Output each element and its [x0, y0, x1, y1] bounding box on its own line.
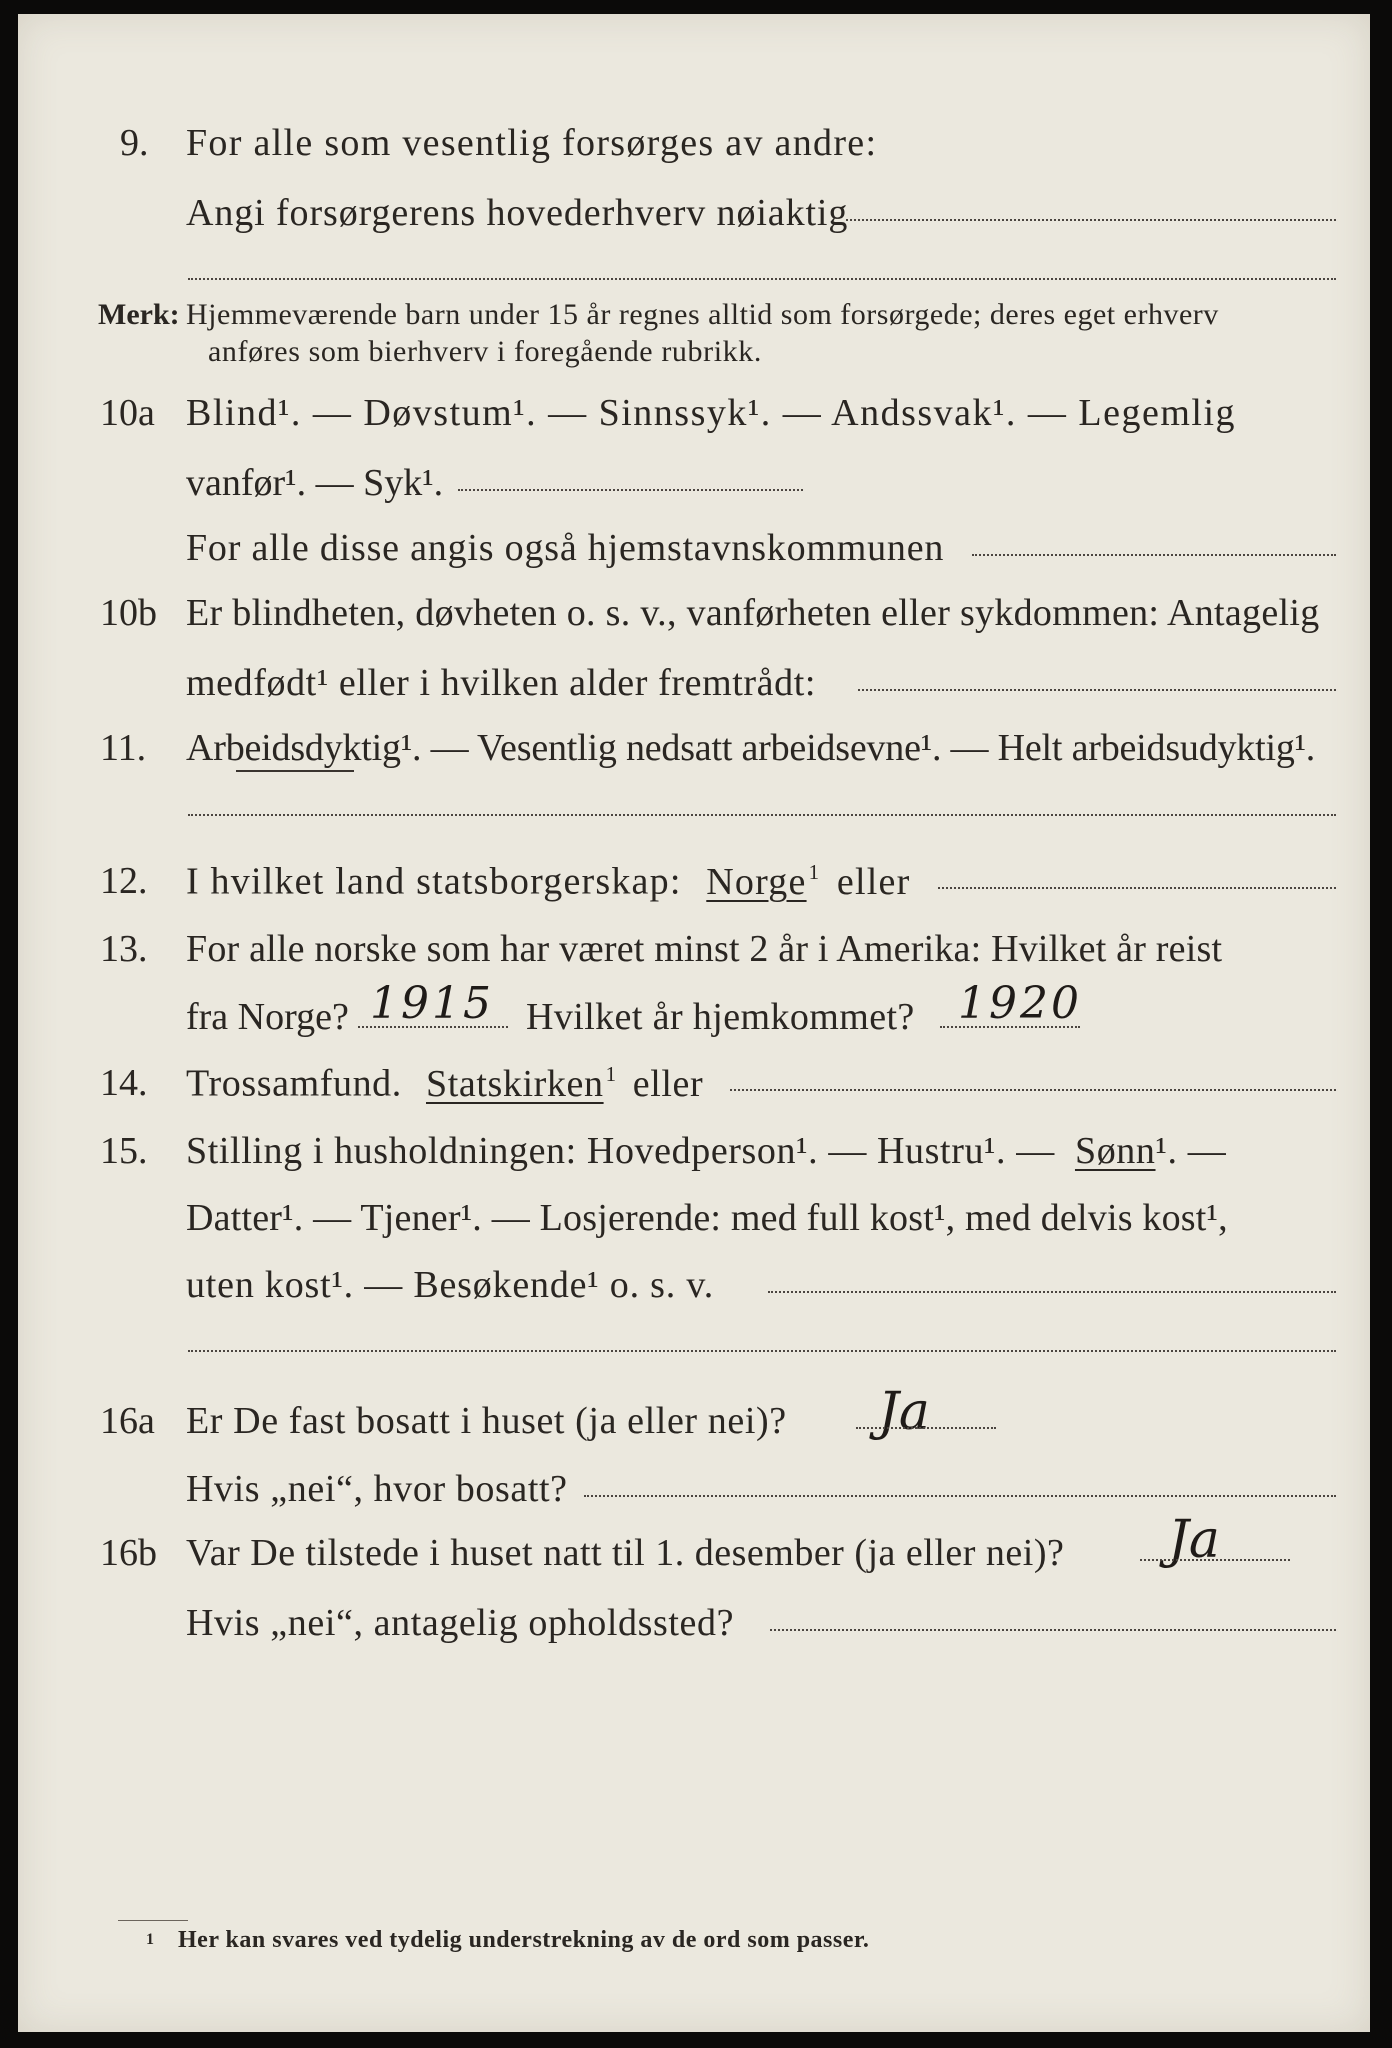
question-14-text: Trossamfund. Statskirken$^1$ eller — [186, 1062, 704, 1105]
merk-label: Merk: — [98, 298, 180, 331]
answer-line-16a-bosatt[interactable] — [584, 1495, 1336, 1497]
answer-line-15b[interactable] — [188, 1350, 1336, 1352]
answer-fast-bosatt[interactable]: Ja — [878, 1382, 930, 1442]
question-15-line3: uten kost¹. — Besøkende¹ o. s. v. — [186, 1264, 715, 1306]
question-13-number: 13. — [100, 928, 148, 970]
question-10b-line1: Er blindheten, døvheten o. s. v., vanførheten eller sykdommen: Antagelig — [186, 592, 1320, 634]
question-12-text: I hvilket land statsborgerskap: Norge$^1$ eller — [186, 860, 911, 903]
answer-line-9b[interactable] — [188, 278, 1336, 280]
answer-line-16a[interactable] — [856, 1427, 996, 1429]
question-16a-number: 16a — [100, 1400, 155, 1442]
answer-line-13b[interactable] — [940, 1026, 1080, 1028]
question-9-line1: For alle som vesentlig forsørges av andre: — [186, 122, 878, 164]
merk-line2: anføres som bierhverv i foregående rubrikk. — [208, 335, 762, 368]
question-10b-number: 10b — [100, 592, 157, 634]
question-16b-line1: Var De tilstede i huset natt til 1. desember (ja eller nei)? — [186, 1532, 1065, 1574]
question-16a-line2: Hvis „nei“, hvor bosatt? — [186, 1468, 568, 1510]
sonn-option[interactable]: Sønn — [1074, 1130, 1156, 1172]
answer-tilstede[interactable]: Ja — [1168, 1510, 1220, 1570]
question-12-number: 12. — [100, 860, 148, 902]
question-15-line2: Datter¹. — Tjener¹. — Losjerende: med full kost¹, med delvis kost¹, — [186, 1197, 1228, 1239]
question-11-number: 11. — [100, 727, 147, 769]
question-10a-number: 10a — [100, 392, 155, 434]
answer-year-reist[interactable]: 1915 — [370, 978, 494, 1029]
question-10b-line2: medfødt¹ eller i hvilken alder fremtrådt: — [186, 662, 817, 704]
question-14-suffix: eller — [632, 1062, 704, 1105]
statskirken-option[interactable]: Statskirken — [426, 1062, 604, 1105]
question-9-line2: Angi forsørgerens hovederhverv nøiaktig — [186, 192, 849, 234]
question-10a-line2: vanfør¹. — Syk¹. — [186, 462, 444, 504]
answer-year-hjemkommet[interactable]: 1920 — [958, 978, 1082, 1029]
question-16b-line2: Hvis „nei“, antagelig opholdssted? — [186, 1602, 735, 1644]
question-15-number: 15. — [100, 1130, 148, 1172]
answer-line-11[interactable] — [188, 814, 1336, 816]
answer-line-14[interactable] — [730, 1089, 1336, 1091]
question-12-suffix: eller — [836, 860, 911, 903]
footnote-rule — [118, 1920, 188, 1921]
question-15-line1a: Stilling i husholdningen: Hovedperson¹. — Hustru¹. — — [186, 1130, 1055, 1172]
answer-line-16b-opholdssted[interactable] — [770, 1629, 1336, 1631]
answer-line-9a[interactable] — [846, 219, 1336, 221]
question-13-line2b: Hvilket år hjemkommet? — [526, 996, 915, 1038]
answer-line-15a[interactable] — [768, 1291, 1336, 1293]
answer-line-10a-kommune[interactable] — [972, 554, 1336, 556]
census-form-page — [18, 14, 1370, 2032]
norge-option[interactable]: Norge — [706, 860, 807, 903]
question-14-number: 14. — [100, 1062, 148, 1104]
underline-arbeidsdyktig — [236, 770, 354, 772]
merk-line1: Hjemmeværende barn under 15 år regnes alltid som forsørgede; deres eget erhverv — [186, 298, 1219, 331]
question-10a-line3: For alle disse angis også hjemstavnskommunen — [186, 527, 945, 569]
question-12-prefix: I hvilket land statsborgerskap: — [186, 860, 682, 903]
question-16b-number: 16b — [100, 1532, 157, 1574]
answer-line-13a[interactable] — [358, 1026, 508, 1028]
question-10a-line1: Blind¹. — Døvstum¹. — Sinnssyk¹. — Andssvak¹. — Legemlig — [186, 392, 1237, 434]
answer-line-12[interactable] — [938, 887, 1336, 889]
answer-line-16b[interactable] — [1140, 1559, 1290, 1561]
question-15-line1b: ¹. — — [1155, 1130, 1227, 1172]
question-13-line2a: fra Norge? — [186, 996, 349, 1038]
answer-line-10a-syk[interactable] — [458, 489, 803, 491]
question-14-prefix: Trossamfund. — [186, 1062, 402, 1105]
answer-line-10b[interactable] — [858, 689, 1336, 691]
question-16a-line1: Er De fast bosatt i huset (ja eller nei)? — [186, 1400, 787, 1442]
question-13-line1: For alle norske som har været minst 2 år i Amerika: Hvilket år reist — [186, 928, 1223, 970]
question-9-number: 9. — [120, 122, 149, 164]
footnote-text: Her kan svares ved tydelig understrekning av de ord som passer. — [178, 1927, 870, 1953]
footnote-mark: 1 — [146, 1931, 155, 1948]
question-11-line1: Arbeidsdyktig¹. — Vesentlig nedsatt arbeidsevne¹. — Helt arbeidsudyktig¹. — [186, 727, 1316, 769]
question-15-line1 — [186, 1132, 1226, 1170]
